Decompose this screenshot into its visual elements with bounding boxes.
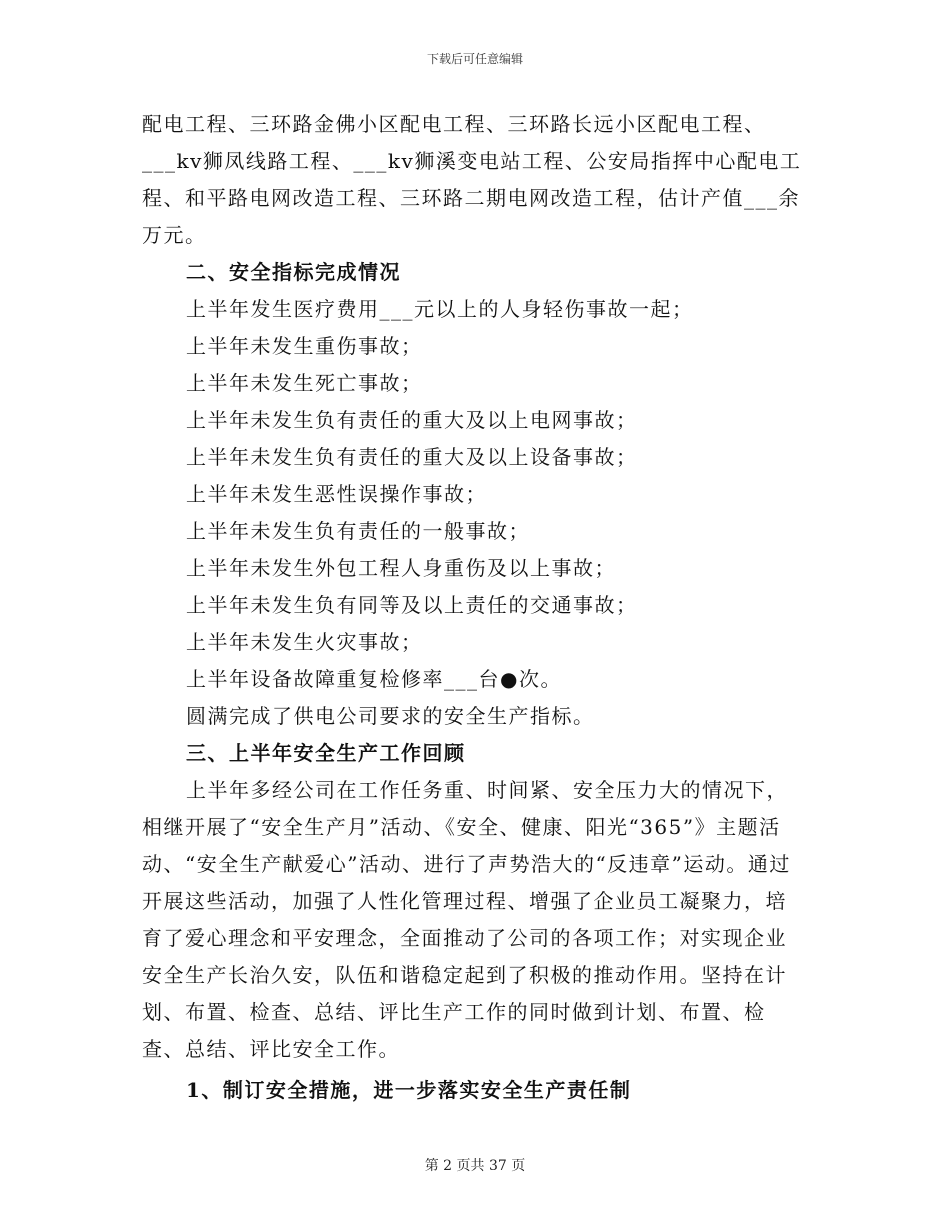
- list-item: 上半年未发生负有同等及以上责任的交通事故；: [186, 593, 638, 617]
- section-heading: 二、安全指标完成情况: [186, 260, 401, 284]
- list-item: 上半年未发生重伤事故；: [186, 334, 423, 358]
- list-item: 上半年未发生恶性误操作事故；: [186, 482, 487, 506]
- list-item: 圆满完成了供电公司要求的安全生产指标。: [186, 704, 595, 728]
- list-item: 上半年未发生负有责任的重大及以上设备事故；: [186, 445, 638, 469]
- paragraph-intro: 配电工程、三环路金佛小区配电工程、三环路长远小区配电工程、___kv狮凤线路工程、___kv狮溪变电站工程、公安局指挥中心配电工程、和平路电网改造工程、三环路二期电网改造工程，估计产值___余万元。: [142, 112, 802, 247]
- list-item: 上半年未发生负有责任的一般事故；: [186, 519, 530, 543]
- list-item: 上半年未发生火灾事故；: [186, 630, 423, 654]
- section-heading: 三、上半年安全生产工作回顾: [186, 741, 466, 765]
- subsection-heading: 1、制订安全措施，进一步落实安全生产责任制: [186, 1078, 632, 1102]
- list-item: 上半年未发生死亡事故；: [186, 371, 423, 395]
- list-item: 上半年发生医疗费用___元以上的人身轻伤事故一起；: [186, 297, 694, 321]
- list-item: 上半年设备故障重复检修率___台●次。: [186, 667, 562, 691]
- list-item: 上半年未发生负有责任的重大及以上电网事故；: [186, 408, 638, 432]
- list-item: 上半年未发生外包工程人身重伤及以上事故；: [186, 556, 616, 580]
- document-body: [142, 106, 804, 1109]
- body-paragraph: 上半年多经公司在工作任务重、时间紧、安全压力大的情况下，相继开展了“安全生产月”活动、《安全、健康、阳光“365”》主题活动、“安全生产献爱心”活动、进行了声势浩大的“反违章”运动。通过开展这些活动，加强了人性化管理过程、增强了企业员工凝聚力，培育了爱心理念和平安理念，全面推动了公司的各项工作；对实现企业安全生产长治久安，队伍和谐稳定起到了积极的推动作用。坚持在计划、布置、检查、总结、评比生产工作的同时做到计划、布置、检查、总结、评比安全工作。: [142, 778, 791, 1061]
- page-header: 下载后可任意编辑: [426, 52, 523, 66]
- page-footer: 第 2 页共 37 页: [424, 1158, 526, 1174]
